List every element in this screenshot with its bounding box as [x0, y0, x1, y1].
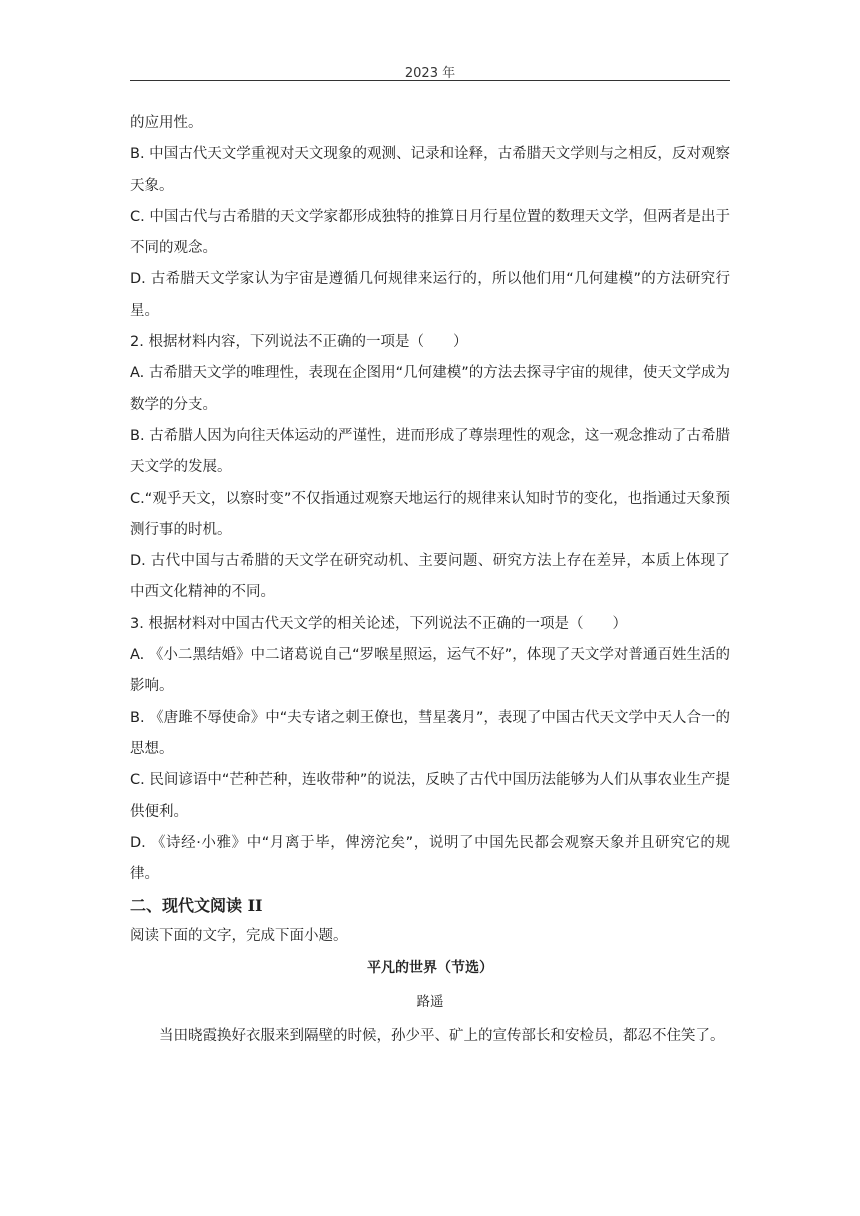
option-d: D. 古希腊天文学家认为宇宙是遵循几何规律来运行的，所以他们用“几何建模”的方法研究行星。 [130, 271, 730, 319]
option-b: B. 《唐雎不辱使命》中“夫专诸之刺王僚也，彗星袭月”，表现了中国古代天文学中天人合一的思想。 [130, 709, 730, 757]
paragraph: 的应用性。 [130, 115, 203, 131]
option-a: A. 《小二黑结婚》中二诸葛说自己“罗喉星照运，运气不好”，体现了天文学对普通百姓生活的影响。 [130, 647, 730, 695]
option-b: B. 中国古代天文学重视对天文现象的观测、记录和诠释，古希腊天文学则与之相反，反对观察天象。 [130, 146, 730, 194]
question-2: 2. 根据材料内容，下列说法不正确的一项是（ ） [130, 334, 468, 351]
reading-instruction: 阅读下面的文字，完成下面小题。 [130, 928, 348, 945]
option-a: A. 古希腊天文学的唯理性，表现在企图用“几何建模”的方法去探寻宇宙的规律，使天文学成为数学的分支。 [130, 365, 730, 413]
passage-author: 路遥 [416, 993, 444, 1010]
option-b: B. 古希腊人因为向往天体运动的严谨性，进而形成了尊崇理性的观念，这一观念推动了古希腊天文学的发展。 [130, 427, 730, 476]
option-c: C. 中国古代与古希腊的天文学家都形成独特的推算日月行星位置的数理天文学，但两者是出于不同的观念。 [130, 208, 730, 257]
page-header: 2023 年 [404, 66, 456, 81]
passage-title: 平凡的世界（节选） [367, 959, 493, 976]
passage-first-line: 当田晓霞换好衣服来到隔壁的时候，孙少平、矿上的宣传部长和安检员，都忍不住笑了。 [159, 1027, 725, 1044]
header-rule [130, 80, 730, 81]
option-c: C. 民间谚语中“芒种芒种，连收带种”的说法，反映了古代中国历法能够为人们从事农业生产提供便利。 [130, 772, 730, 820]
option-d: D. 《诗经·小雅》中“月离于毕，俾滂沱矣”，说明了中国先民都会观察天象并且研究它的规律。 [130, 834, 730, 883]
option-d: D. 古代中国与古希腊的天文学在研究动机、主要问题、研究方法上存在差异，本质上体现了中西文化精神的不同。 [130, 553, 730, 601]
option-c: C.“观乎天文，以察时变”不仅指通过观察天地运行的规律来认知时节的变化，也指通过天象预测行事的时机。 [130, 490, 730, 538]
section-heading: 二、现代文阅读 II [130, 896, 263, 916]
document-body [130, 108, 730, 1051]
question-3: 3. 根据材料对中国古代天文学的相关论述，下列说法不正确的一项是（ ） [130, 615, 627, 632]
